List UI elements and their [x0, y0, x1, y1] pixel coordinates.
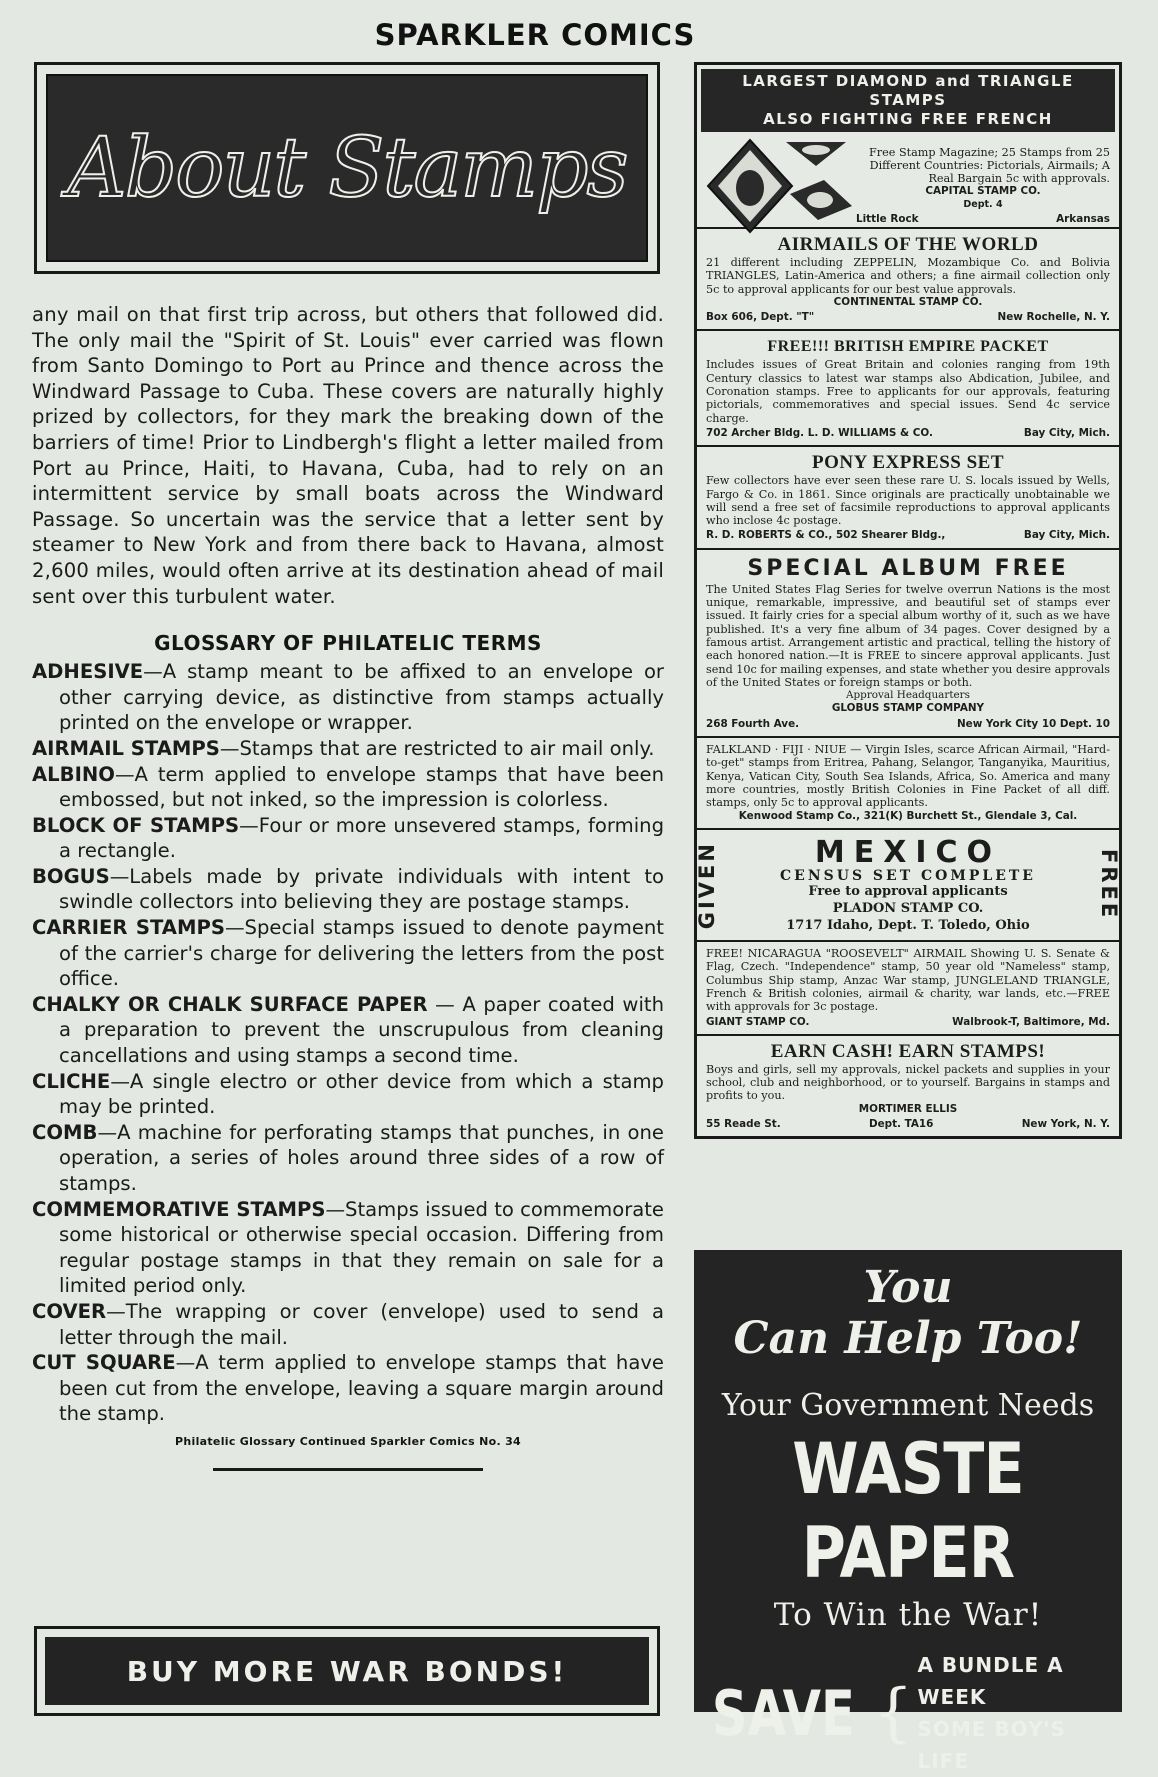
- glossary-definition: —Stamps that are restricted to air mail only.: [219, 736, 655, 760]
- ad-pony-address-right: Bay City, Mich.: [1023, 529, 1110, 542]
- ad-airmails-title: AIRMAILS OF THE WORLD: [777, 234, 1039, 255]
- article-paragraph: any mail on that first trip across, but others that followed did. The only mail the "Spirit of St. Louis" ever carried was flown from Santo Domingo to Port au Prince and thence across the Windward Passage to Cuba. These covers are naturally highly prized by collectors, for they mark the breaking down of the barriers of time! Prior to Lindbergh's flight a letter mailed from Port au Prince, Haiti, to Havana, Cuba, had to rely on an intermittent service by small boats across the Windward Passage. So uncertain was the service that a letter sent by steamer to New York and from there back to Havana, almost 2,600 miles, would often arrive at its destination ahead of mail sent over this turbulent water.: [32, 303, 664, 608]
- ads-column: [694, 62, 1122, 1139]
- glossary-definition: —Special stamps issued to denote payment of the carrier's charge for delivering the letters from the post office.: [59, 916, 664, 991]
- ad-pony-address-left: R. D. ROBERTS & CO., 502 Shearer Bldg.,: [706, 529, 946, 542]
- ad-falkland: [697, 738, 1119, 830]
- glossary-entry: [32, 864, 664, 915]
- ad-album-company: GLOBUS STAMP COMPANY: [831, 702, 985, 715]
- poster-win-the-war: To Win the War!: [773, 1597, 1043, 1633]
- ad-earn-address-left: 55 Reade St.: [706, 1118, 781, 1131]
- glossary-term: BOGUS: [32, 864, 110, 888]
- ad-mexico-free: FREE: [1097, 849, 1121, 921]
- ad-mexico-subtitle: CENSUS SET COMPLETE: [780, 867, 1036, 884]
- ad-airmails-body: 21 different including ZEPPELIN, Mozambique Co. and Bolivia TRIANGLES, Latin-America and others; a fine airmail collection only 5c to approval applicants for our best value approvals.: [706, 256, 1110, 296]
- ad-diamond-body: Free Stamp Magazine; 25 Stamps from 25 Different Countries: Pictorials, Airmails; A Real Bargain 5c with approvals.: [869, 146, 1110, 185]
- brace-icon: {: [872, 1676, 914, 1750]
- diamond-stamp-illustration: [706, 136, 856, 236]
- glossary-term: CHALKY OR CHALK SURFACE PAPER: [32, 992, 428, 1016]
- glossary-list: [32, 659, 664, 1427]
- ad-mexico: [697, 830, 1119, 942]
- article-column: [32, 62, 664, 1471]
- glossary-definition: — A paper coated with a preparation to prevent the unscrupulous from cleaning cancellations and using stamps a second time.: [59, 992, 664, 1068]
- ad-british-address-right: Bay City, Mich.: [1023, 426, 1110, 439]
- ad-nicaragua-body: FREE! NICARAGUA "ROOSEVELT" AIRMAIL Showing U. S. Senate & Flag, Czech. "Independence" stamp, 50 year old "Nameless" stamp, Columbus Ship stamp, Anzac War stamp, JUNGLELAND TRIANGLE, French & British colonies, airmail & charity, war lands, etc.—FREE with approvals for 3c postage.: [706, 947, 1110, 1014]
- war-bonds-text: BUY MORE WAR BONDS!: [126, 1654, 568, 1688]
- ad-diamond-dept: Dept. 4: [963, 199, 1003, 210]
- glossary-entry: [32, 813, 664, 864]
- ad-mexico-line-2: PLADON STAMP CO.: [832, 901, 984, 917]
- glossary-entry: [32, 915, 664, 992]
- glossary-entry: [32, 736, 664, 762]
- glossary-entry: [32, 1197, 664, 1299]
- continued-note: Philatelic Glossary Continued Sparkler Comics No. 34: [175, 1434, 521, 1448]
- poster-can-help: Can Help Too!: [733, 1313, 1083, 1364]
- ad-airmails-address-left: Box 606, Dept. "T": [706, 311, 815, 324]
- ad-nicaragua-address-left: GIANT STAMP CO.: [706, 1015, 810, 1028]
- war-bonds-banner: [34, 1626, 660, 1716]
- ad-mexico-line-1: Free to approval applicants: [808, 884, 1008, 900]
- poster-save-line-1: A BUNDLE A WEEK: [917, 1653, 1064, 1709]
- ad-earn-address-mid: Dept. TA16: [868, 1118, 934, 1131]
- glossary-definition: —A single electro or other device from which a stamp may be printed.: [59, 1069, 664, 1119]
- ad-special-album: [697, 550, 1119, 738]
- ad-nicaragua: [697, 942, 1119, 1036]
- banner-title: About Stamps: [67, 120, 627, 216]
- glossary-entry: [32, 1299, 664, 1350]
- glossary-entry: [32, 1120, 664, 1197]
- glossary-term: CUT SQUARE: [32, 1351, 176, 1375]
- ad-nicaragua-address-right: Walbrook-T, Baltimore, Md.: [952, 1015, 1110, 1028]
- ad-airmails-company: CONTINENTAL STAMP CO.: [833, 295, 983, 308]
- ad-falkland-body: FALKLAND · FIJI · NIUE — Virgin Isles, scarce African Airmail, "Hard-to-get" stamps from Eritrea, Pahang, Selangor, Tanganyika, Mauritius, Kenya, Vatican City, South Sea Islands, Africa, So. America and many more countries, mostly British Colonies in Fine Packet of all diff. stamps, only 5c to approval applicants.: [706, 743, 1110, 810]
- glossary-definition: —Four or more unsevered stamps, forming a rectangle.: [59, 813, 665, 863]
- ad-diamond-heading-2: ALSO FIGHTING FREE FRENCH: [763, 110, 1053, 128]
- glossary-entry: [32, 992, 664, 1069]
- masthead: SPARKLER COMICS: [374, 18, 696, 52]
- ad-pony-express: [697, 447, 1119, 549]
- about-stamps-banner: [34, 62, 660, 274]
- glossary-heading: GLOSSARY OF PHILATELIC TERMS: [154, 631, 542, 656]
- ad-pony-title: PONY EXPRESS SET: [811, 452, 1005, 474]
- ad-british-address-left: 702 Archer Bldg. L. D. WILLIAMS & CO.: [706, 426, 933, 439]
- ad-earn-cash: [697, 1036, 1119, 1136]
- ad-album-hq: Approval Headquarters: [846, 689, 970, 702]
- ad-earn-company: MORTIMER ELLIS: [858, 1102, 958, 1115]
- ad-falkland-address: Kenwood Stamp Co., 321(K) Burchett St., Glendale 3, Cal.: [738, 809, 1078, 822]
- ad-british-title: FREE!!! BRITISH EMPIRE PACKET: [767, 338, 1049, 356]
- glossary-term: AIRMAIL STAMPS: [32, 736, 220, 760]
- glossary-entry: [32, 1069, 664, 1120]
- glossary-entry: [32, 1350, 664, 1427]
- ad-diamond-stamps: [697, 65, 1119, 229]
- ad-british-body: Includes issues of Great Britain and colonies ranging from 19th Century classics to latest war stamps also Abdication, Jubilee, and Coronation stamps. Free to applicants for our approvals, featuring pictorials, commemoratives and special issues. Send 4c service charge.: [706, 358, 1110, 425]
- ad-mexico-given: GIVEN: [695, 840, 719, 930]
- ad-airmails-address-right: New Rochelle, N. Y.: [997, 311, 1110, 324]
- poster-government-needs: Your Government Needs: [721, 1388, 1095, 1423]
- glossary-entry: [32, 659, 664, 736]
- glossary-definition: —A term applied to envelope stamps that have been embossed, but not inked, so the impression is colorless.: [59, 762, 664, 812]
- glossary-term: COMMEMORATIVE STAMPS: [32, 1197, 326, 1221]
- glossary-term: COMB: [32, 1120, 98, 1144]
- ad-diamond-company: CAPITAL STAMP CO.: [925, 185, 1041, 197]
- glossary-term: ALBINO: [32, 762, 115, 786]
- ad-airmails: [697, 229, 1119, 331]
- glossary-definition: —A machine for perforating stamps that punches, in one operation, a series of holes around three sides of a row of stamps.: [59, 1120, 664, 1195]
- glossary-term: COVER: [32, 1299, 107, 1323]
- ad-album-title: SPECIAL ALBUM FREE: [747, 555, 1069, 581]
- divider-rule: [213, 1468, 483, 1471]
- glossary-entry: [32, 762, 664, 813]
- ad-diamond-heading-1: LARGEST DIAMOND and TRIANGLE STAMPS: [742, 72, 1074, 109]
- glossary-definition: —A term applied to envelope stamps that have been cut from the envelope, leaving a square margin around the stamp.: [59, 1351, 664, 1426]
- ad-album-body: The United States Flag Series for twelve overrun Nations is the most unique, remarkable, impressive, and beautiful set of stamps ever issued. It fairly cries for a special album worthy of it, such as we have published. It's a very fine album of 34 pages. Cover designed by a famous artist. Arrangement artistic and practical, telling the history of each honored nation.—It is FREE to sincere approval applicants. Just send 10c for mailing expenses, and state whether you desire approvals of the United States or foreign stamps or both.: [706, 582, 1110, 689]
- glossary-term: BLOCK OF STAMPS: [32, 813, 240, 837]
- ad-album-address-left: 268 Fourth Ave.: [706, 717, 800, 730]
- ad-earn-address-right: New York, N. Y.: [1021, 1118, 1110, 1131]
- ad-earn-title: EARN CASH! EARN STAMPS!: [770, 1040, 1046, 1062]
- poster-you: You: [863, 1262, 953, 1313]
- glossary-definition: —A stamp meant to be affixed to an envelope or other carrying device, as distinctive from stamps actually printed on the envelope or wrapper.: [59, 660, 664, 735]
- glossary-term: ADHESIVE: [32, 660, 144, 684]
- glossary-definition: —Labels made by private individuals with intent to swindle collectors into believing they are postage stamps.: [59, 864, 664, 914]
- ad-album-address-right: New York City 10 Dept. 10: [956, 717, 1110, 730]
- ad-mexico-title: MEXICO: [814, 834, 1002, 870]
- glossary-definition: —The wrapping or cover (envelope) used to send a letter through the mail.: [59, 1299, 664, 1349]
- glossary-definition: —Stamps issued to commemorate some historical or otherwise special occasion. Differing from regular postage stamps in that they remain on sale for a limited period only.: [59, 1197, 664, 1298]
- glossary-term: CARRIER STAMPS: [32, 916, 225, 940]
- ad-earn-body: Boys and girls, sell my approvals, nickel packets and supplies in your school, club and neighborhood, or to yourself. Bargains in stamps and profits to you.: [706, 1062, 1110, 1103]
- waste-paper-poster: [694, 1250, 1122, 1773]
- ad-diamond-city: Little Rock: [856, 213, 919, 225]
- poster-save-line-2: SOME BOY'S LIFE: [917, 1717, 1066, 1773]
- glossary-term: CLICHE: [32, 1069, 111, 1093]
- poster-save: SAVE: [711, 1676, 855, 1750]
- poster-waste-paper: WASTE PAPER: [792, 1428, 1024, 1594]
- ad-mexico-line-3: 1717 Idaho, Dept. T. Toledo, Ohio: [786, 918, 1030, 934]
- ad-diamond-heading: [701, 69, 1115, 132]
- ad-pony-body: Few collectors have ever seen these rare U. S. locals issued by Wells, Fargo & Co. in 1861. Since originals are practically unobtainable we will send a free set of facsimile reproductions to approval applicants who inclose 4c postage.: [706, 474, 1110, 528]
- ad-diamond-state: Arkansas: [1056, 213, 1110, 225]
- ad-british-empire: [697, 331, 1119, 447]
